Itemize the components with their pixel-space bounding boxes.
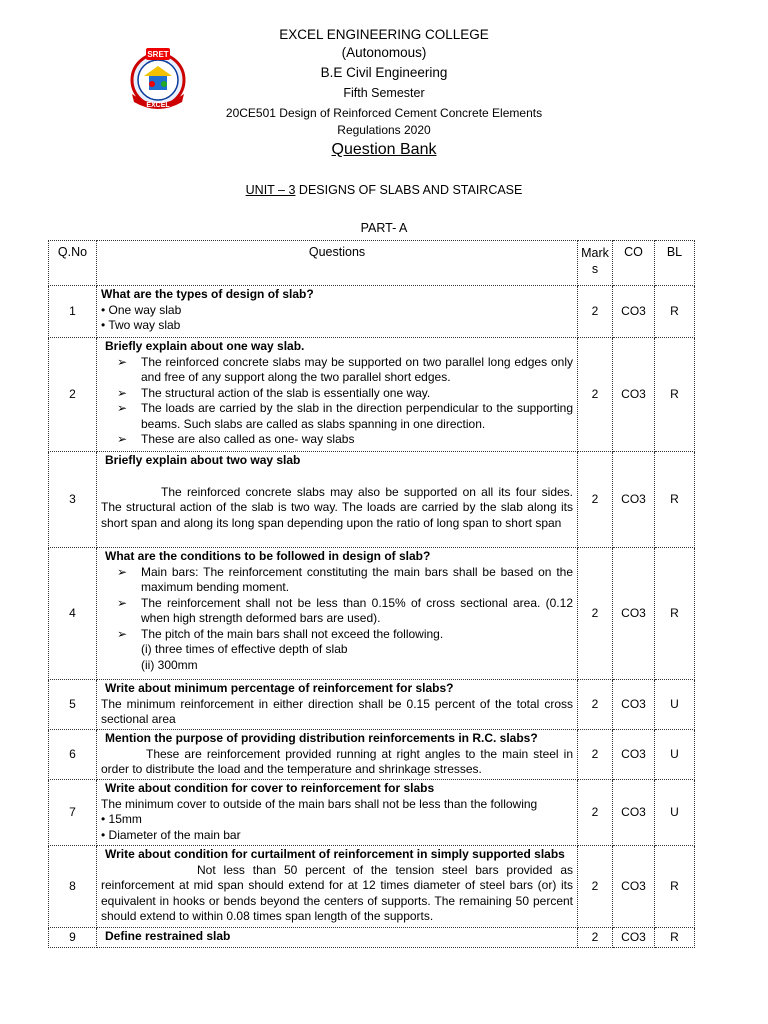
question-title: What are the types of design of slab? [101, 287, 314, 301]
question-cell [97, 680, 578, 730]
qno-cell: 6 [49, 730, 97, 780]
logo-bottom-text: EXCEL [146, 102, 170, 109]
co-cell: CO3 [613, 338, 655, 452]
table-row [49, 452, 695, 548]
bl-cell: U [655, 780, 695, 846]
question-title: Define restrained slab [105, 929, 231, 943]
unit-heading [0, 183, 768, 197]
co-cell: CO3 [613, 452, 655, 548]
qno-cell: 8 [49, 846, 97, 928]
col-header-co: CO [613, 241, 655, 286]
question-cell [97, 780, 578, 846]
bl-cell: U [655, 730, 695, 780]
co-cell: CO3 [613, 286, 655, 338]
semester: Fifth Semester [343, 86, 425, 100]
qno-cell: 3 [49, 452, 97, 548]
page-title: Question Bank [331, 141, 437, 158]
marks-cell: 2 [578, 730, 613, 780]
bl-cell: R [655, 286, 695, 338]
col-header-marks: Mark s [578, 241, 613, 286]
table-row [49, 846, 695, 928]
col-header-qno: Q.No [49, 241, 97, 286]
logo-top-text: SRET [147, 50, 169, 59]
question-cell [97, 846, 578, 928]
co-cell: CO3 [613, 680, 655, 730]
list-item: • Two way slab [101, 318, 181, 332]
arrow-bullet-icon: ➢ [117, 401, 128, 415]
arrow-bullet-icon: ➢ [117, 385, 128, 400]
question-title: Mention the purpose of providing distribution reinforcements in R.C. slabs? [105, 731, 538, 745]
question-cell [97, 548, 578, 680]
list-item: • One way slab [101, 302, 182, 317]
unit-label: UNIT – 3 [245, 183, 296, 197]
marks-cell: 2 [578, 548, 613, 680]
part-heading: PART- A [360, 221, 408, 235]
bl-cell: U [655, 680, 695, 730]
qno-cell: 4 [49, 548, 97, 680]
question-title: Write about condition for curtailment of reinforcement in simply supported slabs [105, 847, 565, 861]
question-title: Briefly explain about one way slab. [105, 339, 305, 353]
marks-cell: 2 [578, 286, 613, 338]
table-row [49, 548, 695, 680]
marks-cell: 2 [578, 928, 613, 948]
table-row [49, 680, 695, 730]
co-cell: CO3 [613, 780, 655, 846]
list-item: ➢ The reinforcement shall not be less than 0.15% of cross sectional area. (0.12 when high strength deformed bars are used). [101, 596, 573, 627]
table-header-row [49, 241, 695, 286]
list-item: ➢ The loads are carried by the slab in the direction perpendicular to the supporting beams. Such slabs are called as slabs spanning in one direction. [101, 401, 573, 432]
list-item: ➢ The pitch of the main bars shall not exceed the following. [101, 627, 573, 643]
question-title: Write about condition for cover to reinforcement for slabs [105, 781, 435, 795]
co-cell: CO3 [613, 928, 655, 948]
question-table [48, 240, 695, 948]
answer-paragraph: The reinforced concrete slabs may also be supported on all its four sides. The structural action of the slab is two way. The loads are carried by the slab along its short span and along its long span depending upon the ratio of long span to short span [101, 484, 573, 530]
sub-item: (i) three times of effective depth of slab [141, 642, 348, 656]
table-row [49, 928, 695, 948]
bl-cell: R [655, 338, 695, 452]
arrow-bullet-icon: ➢ [117, 595, 128, 610]
col-header-bl: BL [655, 241, 695, 286]
question-cell [97, 730, 578, 780]
marks-cell: 2 [578, 338, 613, 452]
arrow-bullet-icon: ➢ [117, 432, 128, 446]
course-title: 20CE501 Design of Reinforced Cement Concrete Elements [225, 106, 543, 120]
co-cell: CO3 [613, 846, 655, 928]
table-row [49, 730, 695, 780]
answer-paragraph: The minimum reinforcement in either direction shall be 0.15 percent of the total cross sectional area [101, 696, 573, 726]
question-title: What are the conditions to be followed in design of slab? [105, 549, 431, 563]
co-cell: CO3 [613, 730, 655, 780]
question-cell [97, 338, 578, 452]
bl-cell: R [655, 548, 695, 680]
co-cell: CO3 [613, 548, 655, 680]
marks-cell: 2 [578, 452, 613, 548]
qno-cell: 2 [49, 338, 97, 452]
department: B.E Civil Engineering [320, 65, 448, 80]
question-cell [97, 452, 578, 548]
question-title: Briefly explain about two way slab [105, 453, 301, 467]
marks-cell: 2 [578, 846, 613, 928]
table-row [49, 286, 695, 338]
question-title: Write about minimum percentage of reinforcement for slabs? [105, 681, 454, 695]
bl-cell: R [655, 928, 695, 948]
answer-paragraph: Not less than 50 percent of the tension steel bars provided as reinforcement at mid span should extend for at 12 times diameter of steel bars (or) its equivalent in hooks or bends beyond the centers of supports. The remaining 50 percent should extend to within 0.08 times span length of the supports. [101, 862, 573, 923]
autonomous-label: (Autonomous) [341, 45, 427, 60]
answer-paragraph: The minimum cover to outside of the main bars shall not be less than the following [101, 796, 538, 811]
list-item: ➢ Main bars: The reinforcement constituting the main bars shall be based on the maximum bending moment. [101, 565, 573, 596]
list-item: ➢ The structural action of the slab is essentially one way. [101, 386, 573, 402]
arrow-bullet-icon: ➢ [117, 626, 128, 641]
table-row [49, 780, 695, 846]
arrow-bullet-icon: ➢ [117, 354, 128, 369]
unit-title: DESIGNS OF SLABS AND STAIRCASE [298, 183, 523, 197]
list-item: ➢ The reinforced concrete slabs may be supported on two parallel long edges only and free of any support along the two parallel short edges. [101, 355, 573, 386]
regulations: Regulations 2020 [337, 123, 431, 137]
question-cell [97, 286, 578, 338]
marks-cell: 2 [578, 780, 613, 846]
table-row [49, 338, 695, 452]
qno-cell: 7 [49, 780, 97, 846]
marks-cell: 2 [578, 680, 613, 730]
list-item: • 15mm [101, 812, 142, 826]
qno-cell: 1 [49, 286, 97, 338]
list-item: ➢ These are also called as one- way slabs [101, 432, 573, 448]
list-item: • Diameter of the main bar [101, 827, 241, 842]
arrow-bullet-icon: ➢ [117, 564, 128, 579]
qno-cell: 9 [49, 928, 97, 948]
qno-cell: 5 [49, 680, 97, 730]
col-header-questions: Questions [97, 241, 578, 286]
sub-item: (ii) 300mm [141, 657, 198, 672]
college-name: EXCEL ENGINEERING COLLEGE [279, 27, 489, 42]
bl-cell: R [655, 452, 695, 548]
bl-cell: R [655, 846, 695, 928]
answer-paragraph: These are reinforcement provided running at right angles to the main steel in order to distribute the load and the temperature and shrinkage stresses. [101, 746, 573, 776]
question-cell [97, 928, 578, 948]
